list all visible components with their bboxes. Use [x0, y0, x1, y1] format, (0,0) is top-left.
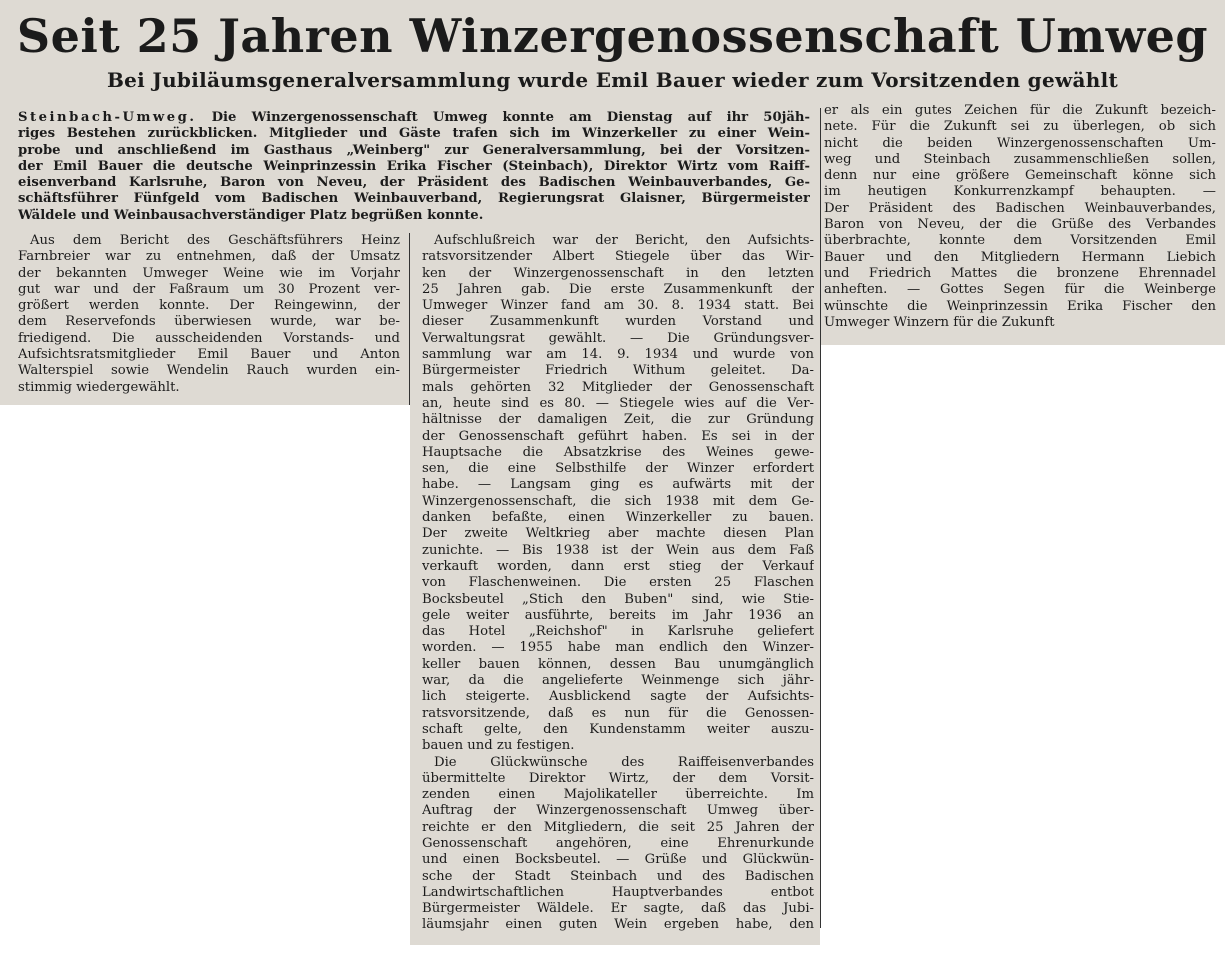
text-line: Genossenschaft angehören, eine Ehrenurkunde	[422, 835, 814, 851]
lead-line: probe und anschließend im Gasthaus „Weinberg" zur Generalversammlung, bei der Vorsitzen-	[18, 142, 810, 158]
text-line: Verwaltungsrat gewählt. — Die Gründungsver-	[422, 330, 814, 346]
body-column-2	[422, 233, 814, 934]
lead-line: riges Bestehen zurückblicken. Mitglieder und Gäste trafen sich im Winzerkeller zu einer Wein-	[18, 126, 810, 142]
text-line: denn nur eine größere Gemeinschaft könne sich	[824, 168, 1216, 184]
text-line: Bocksbeutel „Stich den Buben" sind, wie Stie-	[422, 591, 814, 607]
text-line: Bürgermeister Friedrich Withum geleitet. Da-	[422, 363, 814, 379]
text-line: das Hotel „Reichshof" in Karlsruhe geliefert	[422, 624, 814, 640]
text-line: Bürgermeister Wäldele. Er sagte, daß das Jubi-	[422, 901, 814, 917]
text-line: Aufsichtsratsmitglieder Emil Bauer und Anton	[18, 347, 400, 363]
text-line: der Genossenschaft geführt haben. Es sei in der	[422, 428, 814, 444]
text-line: Bauer und den Mitgliedern Hermann Liebich	[824, 249, 1216, 265]
text-line: sche der Stadt Steinbach und des Badischen	[422, 868, 814, 884]
column-rule-1	[409, 233, 410, 405]
text-line: stimmig wiedergewählt.	[18, 379, 180, 395]
text-line: Die Glückwünsche des Raiffeisenverbandes	[434, 754, 814, 770]
text-line: er als ein gutes Zeichen für die Zukunft bezeich-	[824, 103, 1216, 118]
text-line: ratsvorsitzende, daß es nun für die Genossen-	[422, 705, 814, 721]
text-line: Der zweite Weltkrieg aber machte diesen Plan	[422, 526, 814, 542]
text-line: danken befaßte, einen Winzerkeller zu bauen.	[422, 510, 814, 526]
text-line: friedigend. Die ausscheidenden Vorstands- und	[18, 330, 400, 346]
text-line: bauen und zu festigen.	[422, 738, 575, 754]
text-line: Landwirtschaftlichen Hauptverbandes entbot	[422, 884, 814, 900]
text-line: sen, die eine Selbsthilfe der Winzer erfordert	[422, 461, 814, 477]
lead-line: der Emil Bauer die deutsche Weinprinzessin Erika Fischer (Steinbach), Direktor Wirtz vom Raiff-	[18, 158, 810, 174]
lead-line: Wäldele und Weinbausachverständiger Platz begrüßen konnte.	[18, 207, 484, 223]
text-line: Auftrag der Winzergenossenschaft Umweg über-	[422, 803, 814, 819]
text-line: sammlung war am 14. 9. 1934 und wurde von	[422, 347, 814, 363]
text-line: Hauptsache die Absatzkrise des Weines gewe-	[422, 444, 814, 460]
text-line: und Friedrich Mattes die bronzene Ehrennadel	[824, 265, 1216, 281]
text-line: ratsvorsitzender Albert Stiegele über das Wir-	[422, 249, 814, 265]
text-line: schaft gelte, den Kundenstamm weiter auszu-	[422, 721, 814, 737]
headline: Seit 25 Jahren Winzergenossenschaft Umweg	[16, 9, 1209, 63]
text-line: gele weiter ausführte, bereits im Jahr 1936 an	[422, 607, 814, 623]
text-line: hältnisse der damaligen Zeit, die zur Gründung	[422, 412, 814, 428]
lead-line: eisenverband Karlsruhe, Baron von Neveu, der Präsident des Badischen Weinbauverbandes, Ge-	[18, 175, 810, 191]
body-column-1	[18, 233, 400, 396]
text-line: nete. Für die Zukunft sei zu überlegen, ob sich	[824, 119, 1216, 135]
text-line: läumsjahr einen guten Wein ergeben habe, den	[422, 917, 814, 933]
text-line: mals gehörten 32 Mitglieder der Genossenschaft	[422, 379, 814, 395]
lead-paragraph	[18, 110, 810, 224]
column-rule-2	[820, 108, 821, 928]
text-line: größert werden konnte. Der Reingewinn, der	[18, 298, 400, 314]
text-line: keller bauen können, dessen Bau unumgänglich	[422, 656, 814, 672]
text-line: Winzergenossenschaft, die sich 1938 mit dem Ge-	[422, 493, 814, 509]
text-line: von Flaschenweinen. Die ersten 25 Flaschen	[422, 575, 814, 591]
text-line: reichte er den Mitgliedern, die seit 25 Jahren der	[422, 819, 814, 835]
text-line: anheften. — Gottes Segen für die Weinberge	[824, 282, 1216, 298]
lead-line: schäftsführer Fünfgeld vom Badischen Weinbauverband, Regierungsrat Glaisner, Bürgermeister	[18, 191, 810, 207]
text-line: überbrachte, konnte dem Vorsitzenden Emil	[824, 233, 1216, 249]
text-line: Aufschlußreich war der Bericht, den Aufsichts-	[434, 233, 814, 248]
text-line: im heutigen Konkurrenzkampf behaupten. —	[824, 184, 1216, 200]
text-line: gut war und der Faßraum um 30 Prozent ver-	[18, 281, 400, 297]
text-line: nicht die beiden Winzergenossenschaften Um-	[824, 135, 1216, 151]
text-line: zenden einen Majolikateller überreichte. Im	[422, 787, 814, 803]
text-line: lich steigerte. Ausblickend sagte der Aufsichts-	[422, 689, 814, 705]
text-line: der bekannten Umweger Weine wie im Vorjahr	[18, 265, 400, 281]
text-line: war, da die angelieferte Weinmenge sich jähr-	[422, 673, 814, 689]
text-line: Walterspiel sowie Wendelin Rauch wurden ein-	[18, 363, 400, 379]
text-line: weg und Steinbach zusammenschließen sollen,	[824, 151, 1216, 167]
subheadline: Bei Jubiläumsgeneralversammlung wurde Emil Bauer wieder zum Vorsitzenden gewählt	[106, 68, 1119, 92]
text-line: Aus dem Bericht des Geschäftsführers Heinz	[30, 233, 400, 248]
text-line: und einen Bocksbeutel. — Grüße und Glückwün-	[422, 852, 814, 868]
text-line: verkauft worden, dann erst stieg der Verkauf	[422, 558, 814, 574]
text-line: dem Reservefonds überwiesen wurde, war be-	[18, 314, 400, 330]
lead-line: Steinbach-Umweg. Die Winzergenossenschaft Umweg konnte am Dienstag auf ihr 50jäh-	[18, 110, 810, 125]
text-line: Umweger Winzer fand am 30. 8. 1934 statt. Bei	[422, 298, 814, 314]
text-line: an, heute sind es 80. — Stiegele wies auf die Ver-	[422, 395, 814, 411]
text-line: Der Präsident des Badischen Weinbauverbandes,	[824, 200, 1216, 216]
text-line: 25 Jahren gab. Die erste Zusammenkunft der	[422, 281, 814, 297]
text-line: worden. — 1955 habe man endlich den Winzer-	[422, 640, 814, 656]
text-line: Baron von Neveu, der die Grüße des Verbandes	[824, 217, 1216, 233]
text-line: Umweger Winzern für die Zukunft	[824, 314, 1055, 330]
text-line: ken der Winzergenossenschaft in den letzten	[422, 265, 814, 281]
dateline: Steinbach-Umweg.	[18, 110, 197, 125]
body-column-3	[824, 103, 1216, 331]
text-line: habe. — Langsam ging es aufwärts mit der	[422, 477, 814, 493]
text-line: zunichte. — Bis 1938 ist der Wein aus dem Faß	[422, 542, 814, 558]
text-line: dieser Zusammenkunft wurden Vorstand und	[422, 314, 814, 330]
text-line: Farnbreier war zu entnehmen, daß der Umsatz	[18, 249, 400, 265]
text-line: übermittelte Direktor Wirtz, der dem Vorsit-	[422, 770, 814, 786]
text-line: wünschte die Weinprinzessin Erika Fischer den	[824, 298, 1216, 314]
